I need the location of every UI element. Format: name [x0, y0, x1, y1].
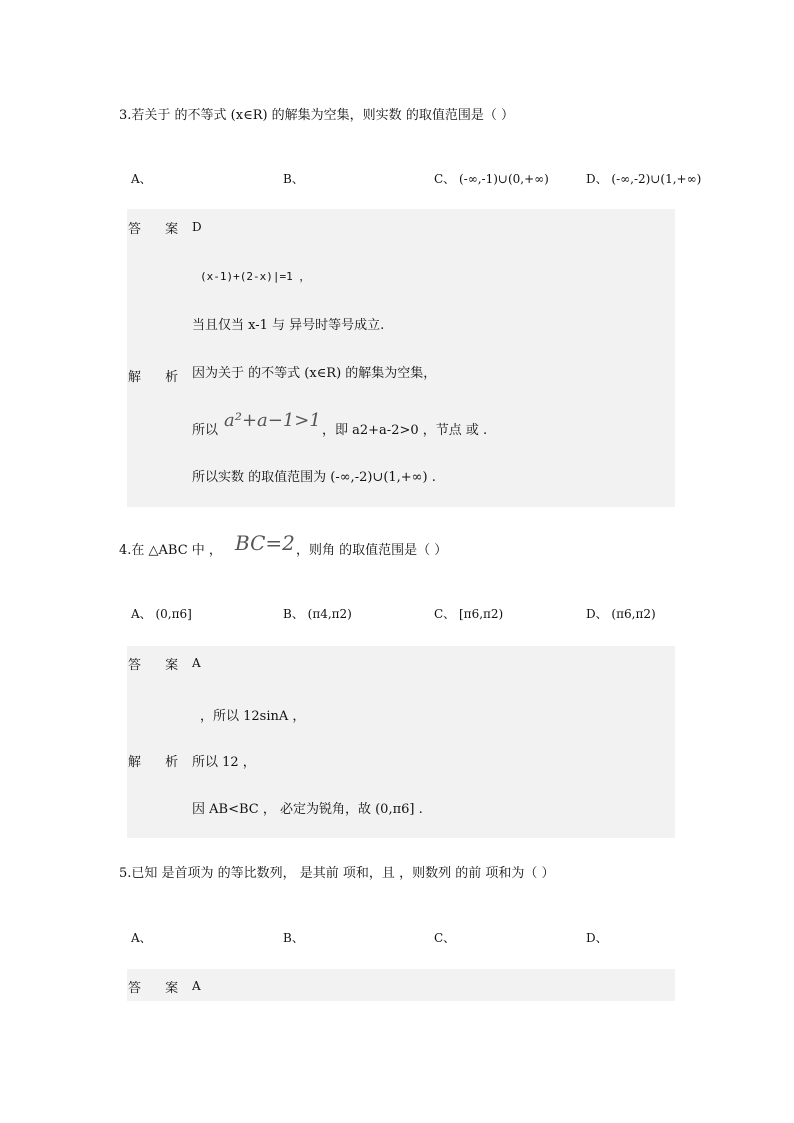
q4-analysis-line-2: 所以 12 ， [192, 755, 256, 770]
q4-answer-value: A [192, 656, 201, 670]
q4-analysis-line-1: ，所以 12sinA ， [200, 709, 306, 724]
q4-answer-label: 答 案 [128, 658, 189, 673]
q3-answer-box [127, 209, 675, 507]
q3-analysis-label: 解 析 [128, 370, 189, 385]
q5-stem: 5.已知 是首项为 的等比数列， 是其前 项和，且 ，则数列 的前 项和为（ ） [119, 866, 555, 881]
q3-analysis-line-1: (x-1)+(2-x)|=1 ， [200, 270, 311, 283]
q3-analysis-line-2: 当且仅当 x-1 与 异号时等号成立. [192, 318, 385, 333]
q3-analysis-line-5: 所以实数 的取值范围为 (-∞,-2)∪(1,+∞) . [192, 470, 436, 485]
q5-answer-label: 答 案 [128, 981, 189, 996]
q4-analysis-line-3: 因 AB<BC ， 必定为锐角，故 (0,π6] . [192, 802, 423, 817]
q5-answer-box [127, 969, 675, 1001]
q4-option-c[interactable]: C、 [π6,π2) [434, 607, 504, 621]
q4-stem-a: 4.在 △ABC 中 ， [119, 543, 222, 558]
q4-option-b[interactable]: B、 (π4,π2) [283, 607, 352, 621]
q5-answer-value: A [192, 979, 201, 993]
q3-option-c[interactable]: C、 (-∞,-1)∪(0,+∞) [434, 172, 549, 186]
q3-analysis-line-3: 因为关于 的不等式 (x∈R) 的解集为空集， [192, 366, 437, 381]
q5-option-b[interactable]: B、 [283, 931, 304, 945]
q3-analysis-formula: a²+a−1>1 [224, 410, 321, 431]
q3-analysis-line-4b: ，即 a2+a-2>0 ，节点 或 . [322, 423, 488, 438]
q3-answer-value: D [192, 220, 202, 234]
q5-option-a[interactable]: A、 [131, 931, 152, 945]
q4-option-d[interactable]: D、 (π6,π2) [586, 607, 656, 621]
q5-option-c[interactable]: C、 [434, 931, 456, 945]
q3-option-d[interactable]: D、 (-∞,-2)∪(1,+∞) [586, 172, 702, 186]
q3-analysis-line-4a: 所以 [192, 423, 219, 438]
q3-option-b[interactable]: B、 [283, 172, 304, 186]
q4-stem-b: ，则角 的取值范围是（ ） [296, 543, 448, 558]
q4-stem-math: BC=2 [235, 531, 295, 555]
q5-option-d[interactable]: D、 [586, 931, 608, 945]
q3-stem: 3.若关于 的不等式 (x∈R) 的解集为空集，则实数 的取值范围是（ ） [119, 108, 514, 123]
q4-option-a[interactable]: A、 (0,π6] [131, 607, 192, 621]
q4-analysis-label: 解 析 [128, 755, 189, 770]
q3-answer-label: 答 案 [128, 222, 189, 237]
q3-option-a[interactable]: A、 [131, 172, 152, 186]
